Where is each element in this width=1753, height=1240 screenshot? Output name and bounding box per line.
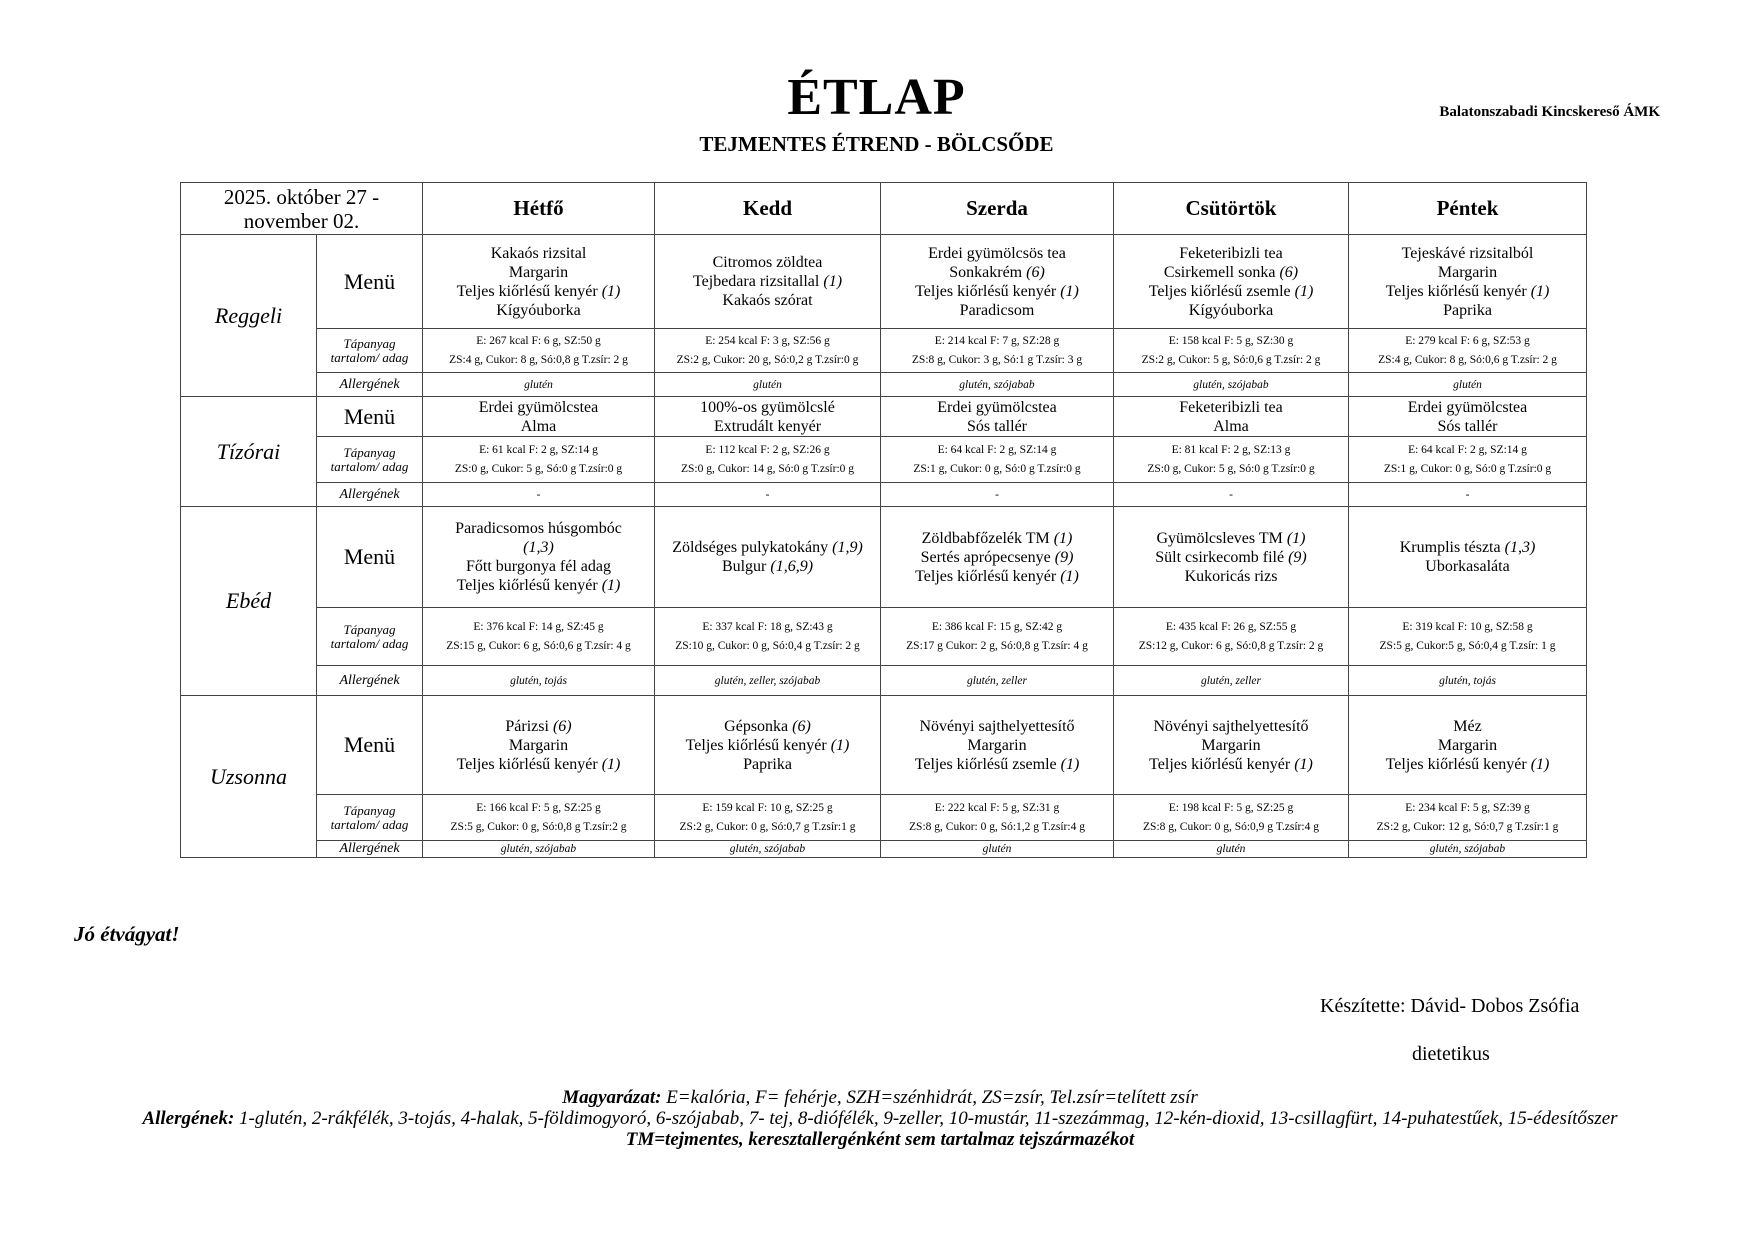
menu-item-text: Erdei gyümölcsös tea [928, 244, 1066, 262]
allergen-code: (1,6,9) [770, 558, 814, 575]
nutrition-line: ZS:1 g, Cukor: 0 g, Só:0 g T.zsír:0 g [913, 462, 1081, 475]
menu-item-text: Paradicsomos húsgombóc [455, 520, 622, 537]
menu-item [1353, 717, 1582, 736]
nutrition-line: ZS:17 g Cukor: 2 g, Só:0,8 g T.zsír: 4 g [906, 639, 1088, 652]
menu-item [885, 263, 1109, 282]
allergen-code: (1) [1060, 282, 1079, 300]
meal-row-nutrition [181, 437, 1587, 483]
nutrition-line: ZS:12 g, Cukor: 6 g, Só:0,8 g T.zsír: 2 g [1138, 639, 1324, 652]
meal-row-menu [181, 397, 1587, 437]
allergens-cell: - [655, 483, 881, 507]
menu-item-text: Krumplis tészta [1399, 539, 1501, 556]
menu-cell [423, 397, 655, 437]
nutrition-cell [1349, 795, 1587, 841]
nutrition-line: E: 81 kcal F: 2 g, SZ:13 g [1171, 443, 1291, 456]
nutrition-line: E: 214 kcal F: 7 g, SZ:28 g [934, 334, 1060, 347]
menu-item-text: Margarin [967, 736, 1027, 754]
menu-item-text: Csirkemell sonka [1163, 263, 1276, 281]
menu-item [1118, 567, 1344, 586]
menu-item-text: Kukoricás rizs [1184, 567, 1278, 585]
menu-item [885, 244, 1109, 263]
menu-item-text: Sertés aprópecsenye [920, 548, 1051, 566]
menu-item [1353, 557, 1582, 576]
meal-name: Reggeli [181, 235, 317, 397]
row-label-nutrition: Tápanyag tartalom/ adag [317, 795, 423, 841]
page-subtitle: TEJMENTES ÉTREND - BÖLCSŐDE [699, 132, 1054, 156]
menu-item [1353, 282, 1582, 301]
menu-cell [881, 235, 1114, 329]
menu-item-text: Kígyóuborka [496, 301, 581, 319]
allergens-cell: - [1114, 483, 1349, 507]
nutrition-line: ZS:8 g, Cukor: 0 g, Só:1,2 g T.zsír:4 g [909, 820, 1085, 833]
row-label-allergens: Allergének [317, 483, 423, 507]
menu-item-text: Teljes kiőrlésű zsemle [914, 755, 1057, 773]
menu-item-text: Növényi sajthelyettesítő [1153, 717, 1309, 735]
nutrition-line: E: 386 kcal F: 15 g, SZ:42 g [931, 620, 1063, 633]
allergens-cell: glutén [1114, 841, 1349, 858]
author-role: dietetikus [1412, 1043, 1490, 1065]
row-label-nutrition: Tápanyag tartalom/ adag [317, 608, 423, 666]
menu-item [659, 736, 876, 755]
menu-item [427, 717, 650, 736]
menu-item [885, 282, 1109, 301]
menu-item-text: Erdei gyümölcstea [1407, 398, 1528, 416]
menu-item-text: Teljes kiőrlésű kenyér [456, 282, 598, 300]
menu-cell [423, 235, 655, 329]
meal-row-allergens [181, 483, 1587, 507]
menu-cell [655, 235, 881, 329]
menu-item [1353, 398, 1582, 417]
menu-item [427, 557, 650, 576]
nutrition-cell [1114, 608, 1349, 666]
menu-item [1353, 417, 1582, 436]
menu-item [427, 282, 650, 301]
menu-item-text: Teljes kiőrlésű kenyér [685, 736, 827, 754]
menu-item [885, 398, 1109, 417]
menu-item-text: Teljes kiőrlésű kenyér [915, 282, 1057, 300]
allergen-code: (6) [1279, 263, 1299, 281]
menu-item-text: Tejeskávé rizsitalból [1401, 244, 1534, 262]
allergens-cell: glutén [1349, 373, 1587, 397]
menu-item-text: Paprika [1443, 301, 1492, 319]
menu-item [885, 301, 1109, 320]
allergens-cell: glutén, szójabab [881, 373, 1114, 397]
menu-item-text: Sós tallér [1437, 417, 1498, 435]
menu-item [427, 538, 650, 557]
legend [100, 1087, 1660, 1150]
nutrition-line: E: 337 kcal F: 18 g, SZ:43 g [702, 620, 833, 633]
menu-item [1118, 417, 1344, 436]
nutrition-line: E: 112 kcal F: 2 g, SZ:26 g [705, 443, 830, 456]
menu-item [427, 519, 650, 538]
menu-item-text: Margarin [1437, 736, 1498, 754]
allergens-cell: glutén, szójabab [1349, 841, 1587, 858]
menu-item [659, 557, 876, 576]
menu-item [659, 272, 876, 291]
allergen-code: (1) [1286, 529, 1306, 547]
menu-item [885, 417, 1109, 436]
menu-item-text: Erdei gyümölcstea [478, 398, 599, 416]
menu-item [427, 263, 650, 282]
nutrition-line: ZS:4 g, Cukor: 8 g, Só:0,8 g T.zsír: 2 g [449, 353, 628, 366]
allergen-code: (6) [552, 717, 572, 735]
menu-item-text: Zöldbabfőzelék TM [921, 529, 1050, 547]
nutrition-cell [655, 329, 881, 373]
nutrition-line: ZS:2 g, Cukor: 20 g, Só:0,2 g T.zsír:0 g [676, 353, 859, 366]
menu-cell [1114, 235, 1349, 329]
nutrition-line: ZS:0 g, Cukor: 5 g, Só:0 g T.zsír:0 g [1147, 462, 1315, 475]
legend-text: E=kalória, F= fehérje, SZH=szénhidrát, ZS=zsír, Tel.zsír=telített zsír [661, 1087, 1198, 1108]
nutrition-line: E: 234 kcal F: 5 g, SZ:39 g [1405, 801, 1530, 814]
meal-name: Uzsonna [181, 696, 317, 858]
menu-cell [1349, 696, 1587, 795]
allergens-cell: - [1349, 483, 1587, 507]
menu-item [1118, 755, 1344, 774]
allergens-cell: glutén, szójabab [655, 841, 881, 858]
nutrition-line: E: 319 kcal F: 10 g, SZ:58 g [1402, 620, 1533, 633]
allergen-code: (1) [1060, 755, 1080, 773]
day-header: Péntek [1349, 183, 1587, 235]
menu-item-text: Paprika [743, 755, 792, 773]
menu-item-text: Margarin [1437, 263, 1498, 281]
row-label-nutrition: Tápanyag tartalom/ adag [317, 437, 423, 483]
nutrition-line: E: 64 kcal F: 2 g, SZ:14 g [937, 443, 1057, 456]
nutrition-line: ZS:2 g, Cukor: 12 g, Só:0,7 g T.zsír:1 g [1376, 820, 1559, 833]
menu-item-text: Párizsi [505, 717, 549, 735]
menu-cell [1114, 397, 1349, 437]
organization-name: Balatonszabadi Kincskereső ÁMK [1439, 104, 1660, 120]
menu-cell [423, 507, 655, 608]
menu-item-text: Feketeribizli tea [1179, 398, 1283, 416]
menu-item [1353, 301, 1582, 320]
meal-row-nutrition [181, 608, 1587, 666]
nutrition-line: ZS:5 g, Cukor:5 g, Só:0,4 g T.zsír: 1 g [1379, 639, 1556, 652]
menu-item-text: Citromos zöldtea [712, 254, 823, 271]
menu-item-text: Erdei gyümölcstea [937, 398, 1057, 416]
allergen-code: (1) [830, 736, 850, 754]
allergens-cell: - [423, 483, 655, 507]
menu-cell [655, 397, 881, 437]
menu-item-text: Gyümölcsleves TM [1156, 529, 1283, 547]
menu-item [659, 291, 876, 310]
row-label-menu: Menü [317, 507, 423, 608]
menu-item-text: Kakaós szórat [722, 292, 813, 309]
nutrition-line: ZS:10 g, Cukor: 0 g, Só:0,4 g T.zsír: 2 g [675, 639, 860, 652]
menu-cell [1114, 696, 1349, 795]
legend-label: Magyarázat: [562, 1087, 662, 1108]
menu-item [1118, 548, 1344, 567]
nutrition-line: ZS:0 g, Cukor: 5 g, Só:0 g T.zsír:0 g [454, 462, 623, 475]
menu-item [1118, 244, 1344, 263]
meal-row-allergens [181, 841, 1587, 858]
nutrition-line: E: 376 kcal F: 14 g, SZ:45 g [473, 620, 604, 633]
menu-item [1118, 398, 1344, 417]
menu-item-text: Margarin [508, 263, 569, 281]
allergens-cell: glutén, zeller [881, 666, 1114, 696]
menu-item [885, 548, 1109, 567]
nutrition-cell [1349, 329, 1587, 373]
allergen-code: (1) [823, 273, 843, 290]
day-header: Kedd [655, 183, 881, 235]
allergens-cell: glutén, zeller, szójabab [655, 666, 881, 696]
allergen-code: (1) [601, 282, 621, 300]
row-label-menu: Menü [317, 696, 423, 795]
menu-cell [1349, 507, 1587, 608]
author-name: Készítette: Dávid- Dobos Zsófia [1320, 995, 1580, 1017]
nutrition-line: E: 61 kcal F: 2 g, SZ:14 g [479, 443, 598, 456]
table-header-row [181, 183, 1587, 235]
nutrition-cell [655, 608, 881, 666]
menu-item-text: Alma [1213, 417, 1249, 435]
menu-item-text: Teljes kiőrlésű kenyér [456, 755, 598, 773]
menu-item-text: Méz [1453, 717, 1482, 735]
menu-cell [1114, 507, 1349, 608]
row-label-allergens: Allergének [317, 666, 423, 696]
row-label-nutrition: Tápanyag tartalom/ adag [317, 329, 423, 373]
menu-item [427, 244, 650, 263]
menu-item-text: Tejbedara rizsitallal [692, 273, 820, 290]
menu-item [427, 755, 650, 774]
nutrition-cell [423, 795, 655, 841]
allergen-legend-line [100, 1108, 1660, 1129]
menu-item [1118, 736, 1344, 755]
meal-name: Ebéd [181, 507, 317, 696]
date-range: 2025. október 27 - november 02. [181, 183, 423, 235]
allergen-code: (1,3) [523, 539, 554, 556]
menu-cell [1349, 235, 1587, 329]
nutrition-cell [1349, 608, 1587, 666]
menu-item [1353, 538, 1582, 557]
allergens-cell: glutén, szójabab [423, 841, 655, 858]
menu-item [885, 567, 1109, 586]
menu-item [1353, 263, 1582, 282]
allergen-code: (1) [1294, 755, 1313, 773]
nutrition-cell [1349, 437, 1587, 483]
nutrition-line: ZS:8 g, Cukor: 3 g, Só:1 g T.zsír: 3 g [911, 353, 1083, 366]
menu-item [427, 398, 650, 417]
meal-name: Tízórai [181, 397, 317, 507]
nutrition-line: E: 159 kcal F: 10 g, SZ:25 g [702, 801, 833, 814]
allergen-legend-label: Allergének: [142, 1108, 235, 1129]
allergens-cell: glutén, tojás [1349, 666, 1587, 696]
menu-item-text: Uborkasaláta [1425, 558, 1510, 575]
allergen-legend-text: 1-glutén, 2-rákfélék, 3-tojás, 4-halak, 5-földimogyoró, 6-szójabab, 7- tej, 8-diófélék, 9-zeller, 10-mustár, 11-szezámmag, 12-kén-dioxid, 13-csillagfürt, 14-puhatestűek, 15-édesítőszer [234, 1108, 1618, 1129]
nutrition-cell [881, 608, 1114, 666]
row-label-allergens: Allergének [317, 841, 423, 858]
menu-item-text: Kígyóuborka [1188, 301, 1274, 319]
menu-item-text: Margarin [508, 736, 569, 754]
allergen-code: (1,3) [1504, 539, 1536, 556]
menu-item [1353, 736, 1582, 755]
nutrition-cell [881, 329, 1114, 373]
menu-cell [423, 696, 655, 795]
menu-item-text: Sült csirkecomb filé [1155, 548, 1285, 566]
nutrition-line: ZS:8 g, Cukor: 0 g, Só:0,9 g T.zsír:4 g [1143, 820, 1319, 833]
menu-item [427, 736, 650, 755]
allergen-code: (1) [1053, 529, 1073, 547]
menu-item-text: Zöldséges pulykatokány [672, 539, 829, 556]
menu-item [427, 576, 650, 595]
nutrition-line: ZS:4 g, Cukor: 8 g, Só:0,6 g T.zsír: 2 g [1378, 353, 1557, 366]
nutrition-line: ZS:1 g, Cukor: 0 g, Só:0 g T.zsír:0 g [1383, 462, 1552, 475]
nutrition-line: ZS:2 g, Cukor: 0 g, Só:0,7 g T.zsír:1 g [679, 820, 856, 833]
nutrition-line: ZS:15 g, Cukor: 6 g, Só:0,6 g T.zsír: 4 g [446, 639, 631, 652]
nutrition-cell [1114, 437, 1349, 483]
allergens-cell: glutén, tojás [423, 666, 655, 696]
menu-item [1118, 529, 1344, 548]
menu-item [885, 736, 1109, 755]
nutrition-line: E: 198 kcal F: 5 g, SZ:25 g [1168, 801, 1294, 814]
menu-item-text: Kakaós rizsital [490, 244, 587, 262]
menu-item-text: Bulgur [721, 558, 767, 575]
page-title: ÉTLAP [787, 69, 966, 126]
menu-item-text: 100%-os gyümölcslé [700, 398, 835, 416]
nutrition-cell [423, 437, 655, 483]
menu-item-text: Sonkakrém [949, 263, 1023, 281]
menu-cell [881, 397, 1114, 437]
menu-cell [881, 696, 1114, 795]
allergens-cell: glutén [423, 373, 655, 397]
allergen-code: (1,9) [832, 539, 863, 556]
allergens-cell: glutén, zeller [1114, 666, 1349, 696]
nutrition-line: ZS:2 g, Cukor: 5 g, Só:0,6 g T.zsír: 2 g [1141, 353, 1321, 366]
menu-item-text: Margarin [1201, 736, 1261, 754]
nutrition-line: E: 166 kcal F: 5 g, SZ:25 g [476, 801, 601, 814]
meal-row-nutrition [181, 795, 1587, 841]
menu-item-text: Teljes kiőrlésű kenyér [1149, 755, 1291, 773]
allergen-code: (6) [792, 717, 811, 735]
menu-item-text: Teljes kiőrlésű kenyér [1385, 282, 1527, 300]
allergen-code: (1) [1294, 282, 1314, 300]
menu-item [1353, 755, 1582, 774]
menu-cell [881, 507, 1114, 608]
day-header: Csütörtök [1114, 183, 1349, 235]
menu-item-text: Teljes kiőrlésű kenyér [456, 577, 598, 594]
meal-row-menu [181, 235, 1587, 329]
menu-item [1118, 301, 1344, 320]
nutrition-line: ZS:0 g, Cukor: 14 g, Só:0 g T.zsír:0 g [680, 462, 855, 475]
allergens-cell: glutén [881, 841, 1114, 858]
meal-row-allergens [181, 666, 1587, 696]
menu-table [180, 182, 1587, 858]
allergens-cell: - [881, 483, 1114, 507]
row-label-menu: Menü [317, 235, 423, 329]
nutrition-cell [423, 608, 655, 666]
allergens-cell: glutén [655, 373, 881, 397]
menu-cell [655, 507, 881, 608]
tm-note [100, 1129, 1660, 1150]
nutrition-line: E: 158 kcal F: 5 g, SZ:30 g [1168, 334, 1294, 347]
row-label-allergens: Allergének [317, 373, 423, 397]
menu-item-text: Alma [520, 417, 557, 435]
menu-item [885, 755, 1109, 774]
day-header: Hétfő [423, 183, 655, 235]
menu-item [1118, 717, 1344, 736]
legend-line [100, 1087, 1660, 1108]
menu-item-text: Feketeribizli tea [1179, 244, 1283, 262]
allergen-code: (1) [1530, 282, 1550, 300]
allergen-code: (1) [601, 577, 621, 594]
menu-item-text: Főtt burgonya fél adag [465, 558, 611, 575]
nutrition-cell [655, 795, 881, 841]
nutrition-cell [423, 329, 655, 373]
meal-row-allergens [181, 373, 1587, 397]
menu-item [659, 417, 876, 436]
allergen-code: (1) [1530, 755, 1550, 773]
menu-item [659, 717, 876, 736]
menu-item [1353, 244, 1582, 263]
nutrition-line: E: 279 kcal F: 6 g, SZ:53 g [1405, 334, 1530, 347]
menu-item [659, 755, 876, 774]
menu-table-body [181, 183, 1587, 858]
greeting: Jó étvágyat! [74, 922, 180, 946]
allergen-code: (1) [1060, 567, 1079, 585]
menu-item-text: Növényi sajthelyettesítő [919, 717, 1075, 735]
nutrition-line: E: 435 kcal F: 26 g, SZ:55 g [1165, 620, 1297, 633]
menu-cell [1349, 397, 1587, 437]
allergen-code: (9) [1288, 548, 1307, 566]
meal-row-nutrition [181, 329, 1587, 373]
menu-item-text: Teljes kiőrlésű kenyér [1385, 755, 1527, 773]
allergen-code: (1) [601, 755, 621, 773]
menu-cell [655, 696, 881, 795]
nutrition-line: E: 222 kcal F: 5 g, SZ:31 g [934, 801, 1060, 814]
day-header: Szerda [881, 183, 1114, 235]
menu-item-text: Paradicsom [959, 301, 1035, 319]
nutrition-cell [655, 437, 881, 483]
menu-item [659, 398, 876, 417]
menu-item [659, 253, 876, 272]
meal-row-menu [181, 696, 1587, 795]
nutrition-cell [881, 795, 1114, 841]
menu-item-text: Extrudált kenyér [713, 417, 822, 435]
nutrition-line: E: 64 kcal F: 2 g, SZ:14 g [1408, 443, 1527, 456]
nutrition-cell [881, 437, 1114, 483]
nutrition-line: E: 267 kcal F: 6 g, SZ:50 g [476, 334, 601, 347]
menu-item [427, 301, 650, 320]
allergen-code: (6) [1026, 263, 1045, 281]
menu-item-text: Teljes kiőrlésű zsemle [1148, 282, 1291, 300]
menu-item-text: Gépsonka [724, 717, 789, 735]
menu-item [659, 538, 876, 557]
nutrition-line: E: 254 kcal F: 3 g, SZ:56 g [705, 334, 830, 347]
nutrition-line: ZS:5 g, Cukor: 0 g, Só:0,8 g T.zsír:2 g [450, 820, 627, 833]
menu-item [1118, 263, 1344, 282]
nutrition-cell [1114, 329, 1349, 373]
nutrition-cell [1114, 795, 1349, 841]
menu-item [885, 717, 1109, 736]
meal-row-menu [181, 507, 1587, 608]
allergen-code: (9) [1054, 548, 1074, 566]
allergens-cell: glutén, szójabab [1114, 373, 1349, 397]
menu-item [1118, 282, 1344, 301]
row-label-menu: Menü [317, 397, 423, 437]
menu-item-text: Teljes kiőrlésű kenyér [915, 567, 1057, 585]
menu-item [427, 417, 650, 436]
tm-note-text: TM=tejmentes, keresztallergénként sem tartalmaz tejszármazékot [625, 1129, 1135, 1150]
menu-item [885, 529, 1109, 548]
menu-item-text: Sós tallér [967, 417, 1027, 435]
